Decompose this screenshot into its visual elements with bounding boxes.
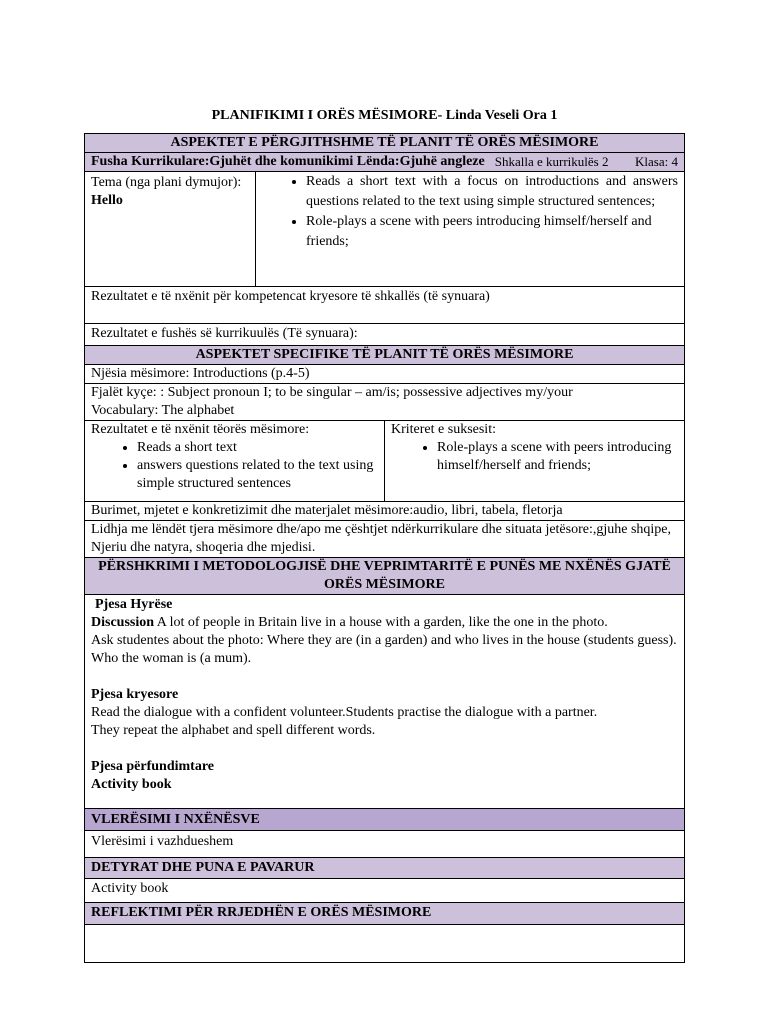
lesson-outcomes-label: Rezultatet e të nxënit tëorës mësimore: <box>91 422 310 437</box>
outcome-item: • Reads a short text <box>137 439 378 457</box>
discussion-paragraph <box>91 614 678 632</box>
cross-curricular-row: Lidhja me lëndët tjera mësimore dhe/apo me çështjet ndërkurrikulare dhe situata jetësore:,gjuhe shqipe, Njeriu dhe natyra, shoqeria dhe mjedisi. <box>85 521 684 558</box>
ask-students-text: Ask studentes about the photo: Where they are (in a garden) and who lives in the house (students guess). Who the woman is (a mum). <box>91 633 677 666</box>
keywords-row <box>85 384 684 421</box>
main-section-line: Read the dialogue with a confident volunteer.Students practise the dialogue with a partner. <box>91 705 598 720</box>
lesson-outcomes-cell <box>85 421 385 501</box>
success-criteria-cell <box>385 421 684 501</box>
lesson-unit: Njësia mësimore: Introductions (p.4-5) <box>85 365 684 384</box>
topic-value: Hello <box>91 193 123 208</box>
final-section-text: Activity book <box>91 777 172 792</box>
curriculum-level: Shkalla e kurrikulës 2 <box>494 154 609 169</box>
discussion-label: Discussion <box>91 615 155 630</box>
curriculum-field-text: Fusha Kurrikulare:Gjuhët dhe komunikimi Lënda:Gjuhë angleze <box>91 154 485 169</box>
homework-header: DETYRAT DHE PUNA E PAVARUR <box>85 858 684 879</box>
discussion-text: A lot of people in Britain live in a house with a garden, like the one in the photo. <box>154 615 608 630</box>
vocabulary-text: Vocabulary: The alphabet <box>91 403 235 418</box>
objective-item: • Role-plays a scene with peers introducing himself/herself and friends; <box>306 212 678 252</box>
field-results: Rezultatet e fushës së kurrikuulës (Të synuara): <box>85 324 684 346</box>
competency-results: Rezultatet e të nxënit për kompetencat kryesore të shkallës (të synuara) <box>85 287 684 324</box>
main-section-title: Pjesa kryesore <box>91 687 179 702</box>
criteria-item: • Role-plays a scene with peers introducing himself/herself and friends; <box>437 439 678 475</box>
success-criteria-label: Kriteret e suksesit: <box>391 422 496 437</box>
topic-objectives <box>256 172 684 286</box>
class-grade: Klasa: 4 <box>635 154 678 169</box>
methodology-header: PËRSHKRIMI I METODOLOGJISË DHE VEPRIMTARITË E PUNËS ME NXËNËS GJATË ORËS MËSIMORE <box>85 558 684 595</box>
methodology-body <box>85 595 684 809</box>
keywords-text: Fjalët kyçe: : Subject pronoun I; to be singular – am/is; possessive adjectives my/your <box>91 385 573 400</box>
general-aspects-header: ASPEKTET E PËRGJITHSHME TË PLANIT TË ORËS MËSIMORE <box>85 134 684 153</box>
main-section-line: They repeat the alphabet and spell different words. <box>91 723 376 738</box>
topic-row <box>85 172 684 287</box>
topic-cell <box>85 172 256 286</box>
intro-section-title: Pjesa Hyrëse <box>95 597 173 612</box>
assessment-text: Vlerësimi i vazhdueshem <box>85 831 684 858</box>
outcome-item: • answers questions related to the text using simple structured sentences <box>137 457 378 493</box>
reflection-body <box>85 925 684 962</box>
objective-item: • Reads a short text with a focus on introductions and answers questions related to the text using simple structured sentences; <box>306 172 678 212</box>
resources-row: Burimet, mjetet e konkretizimit dhe materjalet mësimore:audio, libri, tabela, fletorja <box>85 502 684 521</box>
lesson-plan-table <box>84 133 685 963</box>
final-section-title: Pjesa përfundimtare <box>91 759 214 774</box>
homework-text: Activity book <box>85 879 684 903</box>
curriculum-field-row <box>85 153 684 172</box>
topic-label: Tema (nga plani dymujor): <box>91 175 242 190</box>
document-title: PLANIFIKIMI I ORËS MËSIMORE- Linda Veseli Ora 1 <box>211 108 558 123</box>
specific-aspects-header: ASPEKTET SPECIFIKE TË PLANIT TË ORËS MËSIMORE <box>85 346 684 365</box>
outcomes-row <box>85 421 684 502</box>
reflection-header: REFLEKTIMI PËR RRJEDHËN E ORËS MËSIMORE <box>85 903 684 925</box>
assessment-header: VLERËSIMI I NXËNËSVE <box>85 809 684 831</box>
